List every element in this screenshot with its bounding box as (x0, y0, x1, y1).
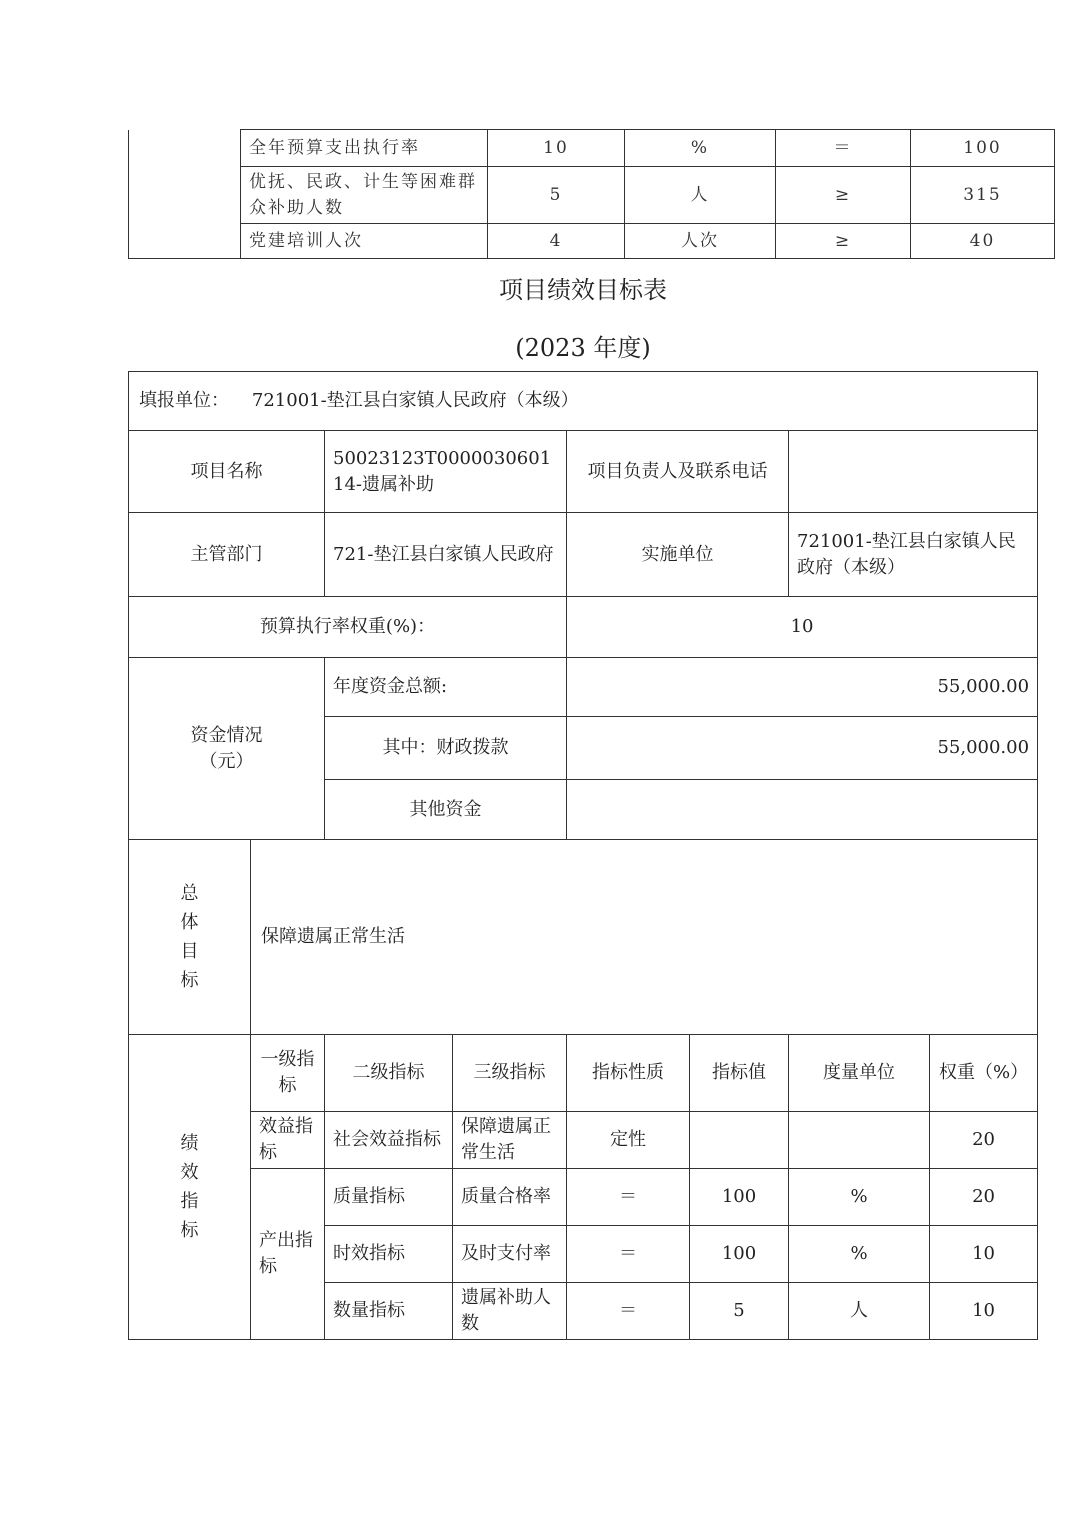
perf-nature: ＝ (567, 1283, 690, 1340)
perf-weight: 20 (930, 1169, 1038, 1226)
prev-row (129, 130, 1055, 167)
goal-label (129, 840, 251, 1035)
prev-weight: 4 (488, 224, 625, 259)
perf-header-row (129, 1035, 1038, 1112)
contact-label: 项目负责人及联系电话 (567, 431, 789, 513)
perf-header-l1: 一级指标 (251, 1035, 325, 1112)
perf-l2: 社会效益指标 (325, 1112, 453, 1169)
prev-blank-cell (129, 130, 241, 259)
prev-weight: 10 (488, 130, 625, 167)
prev-unit: % (625, 130, 776, 167)
perf-value: 100 (690, 1226, 789, 1283)
prev-indicator-name: 党建培训人次 (241, 224, 488, 259)
perf-value (690, 1112, 789, 1169)
budget-rate-value: 10 (567, 597, 1038, 658)
dept-value: 721-垫江县白家镇人民政府 (325, 513, 567, 597)
prev-operator: ≥ (776, 167, 911, 224)
prev-table (128, 129, 1055, 259)
perf-value: 5 (690, 1283, 789, 1340)
impl-label: 实施单位 (567, 513, 789, 597)
funds-total-label: 年度资金总额: (325, 658, 567, 717)
funds-total-row (129, 658, 1038, 717)
prev-value: 315 (911, 167, 1055, 224)
perf-header-unit: 度量单位 (789, 1035, 930, 1112)
project-row (129, 431, 1038, 513)
perf-row (129, 1169, 1038, 1226)
perf-header-value: 指标值 (690, 1035, 789, 1112)
prev-value: 100 (911, 130, 1055, 167)
perf-nature: 定性 (567, 1112, 690, 1169)
project-name-label: 项目名称 (129, 431, 325, 513)
unit-label: 填报单位： (139, 390, 229, 411)
perf-l1: 产出指标 (251, 1169, 325, 1340)
funds-label-text: 资金情况（元） (190, 724, 263, 772)
perf-weight: 10 (930, 1283, 1038, 1340)
funds-other-label: 其他资金 (325, 780, 567, 840)
project-name-value: 50023123T000003060114-遗属补助 (325, 431, 567, 513)
prev-weight: 5 (488, 167, 625, 224)
funds-label (129, 658, 325, 840)
perf-l2: 质量指标 (325, 1169, 453, 1226)
dept-label: 主管部门 (129, 513, 325, 597)
contact-value (789, 431, 1038, 513)
unit-row (129, 372, 1038, 431)
perf-unit (789, 1112, 930, 1169)
perf-label (129, 1035, 251, 1340)
perf-weight: 20 (930, 1112, 1038, 1169)
perf-nature: ＝ (567, 1169, 690, 1226)
goal-value: 保障遗属正常生活 (251, 840, 1038, 1035)
perf-l2: 时效指标 (325, 1226, 453, 1283)
goal-row (129, 840, 1038, 1035)
perf-l3: 及时支付率 (453, 1226, 567, 1283)
prev-value: 40 (911, 224, 1055, 259)
budget-rate-row (129, 597, 1038, 658)
funds-fiscal-label: 其中：财政拨款 (325, 717, 567, 780)
goal-label-text: 总体目标 (180, 883, 199, 991)
prev-operator: ≥ (776, 224, 911, 259)
perf-unit: 人 (789, 1283, 930, 1340)
perf-unit: % (789, 1169, 930, 1226)
budget-rate-label: 预算执行率权重(%)： (129, 597, 567, 658)
perf-row (129, 1112, 1038, 1169)
funds-fiscal-value: 55,000.00 (567, 717, 1038, 780)
perf-l1: 效益指标 (251, 1112, 325, 1169)
perf-header-l2: 二级指标 (325, 1035, 453, 1112)
unit-value: 721001-垫江县白家镇人民政府（本级） (251, 390, 579, 411)
prev-unit: 人 (625, 167, 776, 224)
funds-total-value: 55,000.00 (567, 658, 1038, 717)
perf-header-nature: 指标性质 (567, 1035, 690, 1112)
perf-nature: ＝ (567, 1226, 690, 1283)
perf-l3: 保障遗属正常生活 (453, 1112, 567, 1169)
perf-unit: % (789, 1226, 930, 1283)
prev-row (129, 224, 1055, 259)
funds-other-value (567, 780, 1038, 840)
perf-l2: 数量指标 (325, 1283, 453, 1340)
impl-value: 721001-垫江县白家镇人民政府（本级） (789, 513, 1038, 597)
page-title: 项目绩效目标表 (499, 276, 667, 304)
dept-row (129, 513, 1038, 597)
prev-unit: 人次 (625, 224, 776, 259)
perf-value: 100 (690, 1169, 789, 1226)
perf-weight: 10 (930, 1226, 1038, 1283)
perf-label-text: 绩效指标 (180, 1133, 199, 1241)
performance-form (128, 371, 1038, 1340)
page-subtitle: (2023 年度) (515, 334, 651, 362)
prev-indicator-name: 全年预算支出执行率 (241, 130, 488, 167)
perf-l3: 遗属补助人数 (453, 1283, 567, 1340)
perf-header-weight: 权重（%） (930, 1035, 1038, 1112)
prev-row (129, 167, 1055, 224)
unit-cell (129, 372, 1038, 431)
perf-l3: 质量合格率 (453, 1169, 567, 1226)
prev-indicator-name: 优抚、民政、计生等困难群众补助人数 (241, 167, 488, 224)
prev-operator: ＝ (776, 130, 911, 167)
perf-header-l3: 三级指标 (453, 1035, 567, 1112)
